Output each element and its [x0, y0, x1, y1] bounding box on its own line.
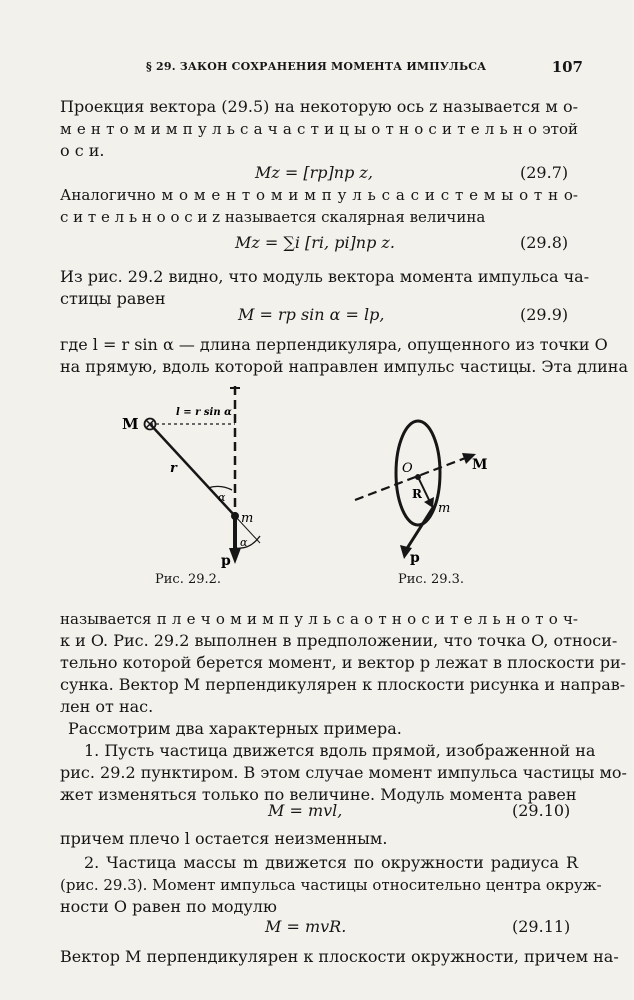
section-title: § 29. ЗАКОН СОХРАНЕНИЯ МОМЕНТА ИМПУЛЬСА — [146, 60, 487, 73]
equation-formula: M = mvl, — [268, 801, 343, 820]
equation-formula: M = rp sin α = lp, — [238, 305, 385, 324]
text-line: Вектор M перпендикулярен к плоскости окружности, причем на- — [60, 947, 619, 966]
figure-29-2 — [110, 378, 280, 578]
figure-caption: Рис. 29.2. — [155, 572, 222, 587]
equation-number: (29.9) — [520, 305, 569, 324]
arrowhead-icon — [229, 548, 241, 564]
text-line: к и O. Рис. 29.2 выполнен в предположении, что точка O, относи- — [60, 631, 618, 650]
label-R: R — [412, 487, 422, 501]
label-r: r — [170, 461, 177, 476]
equation-number: (29.10) — [512, 801, 571, 820]
text-line: Рассмотрим два характерных примера. — [68, 719, 402, 738]
angle-arc — [235, 536, 260, 548]
label-O: O — [402, 461, 413, 476]
label-p: p — [221, 553, 231, 569]
text-line: рис. 29.2 пунктиром. В этом случае момент импульса частицы мо- — [60, 763, 627, 782]
text-line: 2. Частица массы m движется по окружности радиуса R — [84, 853, 578, 872]
equation-number: (29.8) — [520, 233, 569, 252]
text-line: называется п л е ч о м и м п у л ь с а о т н о с и т е л ь н о т о ч- — [60, 610, 578, 628]
equation-number: (29.11) — [512, 917, 571, 936]
text-line: тельно которой берется момент, и вектор p лежат в плоскости ри- — [60, 653, 627, 672]
equation-formula: Mz = ∑i [ri, pi]пр z. — [235, 233, 395, 252]
text-line: о с и. — [60, 141, 105, 160]
label-m: m — [438, 501, 451, 516]
figure-caption: Рис. 29.3. — [398, 572, 465, 587]
text-line: Проекция вектора (29.5) на некоторую ось z называется м о- — [60, 97, 578, 116]
text-line: стицы равен — [60, 289, 166, 308]
text-line: 1. Пусть частица движется вдоль прямой, изображенной на — [84, 741, 596, 760]
text-line: лен от нас. — [60, 697, 154, 716]
text-line: Аналогично м о м е н т о м и м п у л ь с а с и с т е м ы о т н о- — [60, 186, 578, 204]
equation-number: (29.7) — [520, 163, 569, 182]
text-line: Из рис. 29.2 видно, что модуль вектора момента импульса ча- — [60, 267, 590, 286]
label-p: p — [410, 550, 420, 566]
text-line: сунка. Вектор M перпендикулярен к плоскости рисунка и направ- — [60, 675, 626, 694]
text-line: (рис. 29.3). Момент импульса частицы относительно центра окруж- — [60, 876, 602, 894]
label-M: M — [472, 457, 488, 473]
equation-formula: M = mvR. — [265, 917, 347, 936]
text-line: причем плечо l остается неизменным. — [60, 829, 388, 848]
equation-formula: Mz = [rp]пр z, — [255, 163, 373, 182]
text-line: где l = r sin α — длина перпендикуляра, опущенного из точки O — [60, 335, 608, 354]
label-M: M — [122, 415, 139, 433]
text-line: с и т е л ь н о о с и z называется скалярная величина — [60, 208, 486, 226]
figure-29-3 — [350, 405, 500, 570]
text-line: жет изменяться только по величине. Модуль момента равен — [60, 785, 577, 804]
label-alpha: α — [218, 491, 226, 504]
running-header — [60, 58, 585, 80]
text-line: на прямую, вдоль которой направлен импульс частицы. Эта длина — [60, 357, 628, 376]
momentum-vector-p — [406, 506, 434, 550]
label-l: l = r sin α — [176, 407, 232, 418]
label-alpha: α — [240, 536, 248, 549]
text-line: м е н т о м и м п у л ь с а ч а с т и ц ы о т н о с и т е л ь н о этой — [60, 120, 578, 138]
text-line: ности O равен по модулю — [60, 897, 277, 916]
label-m: m — [241, 511, 254, 526]
page-number: 107 — [551, 58, 583, 76]
